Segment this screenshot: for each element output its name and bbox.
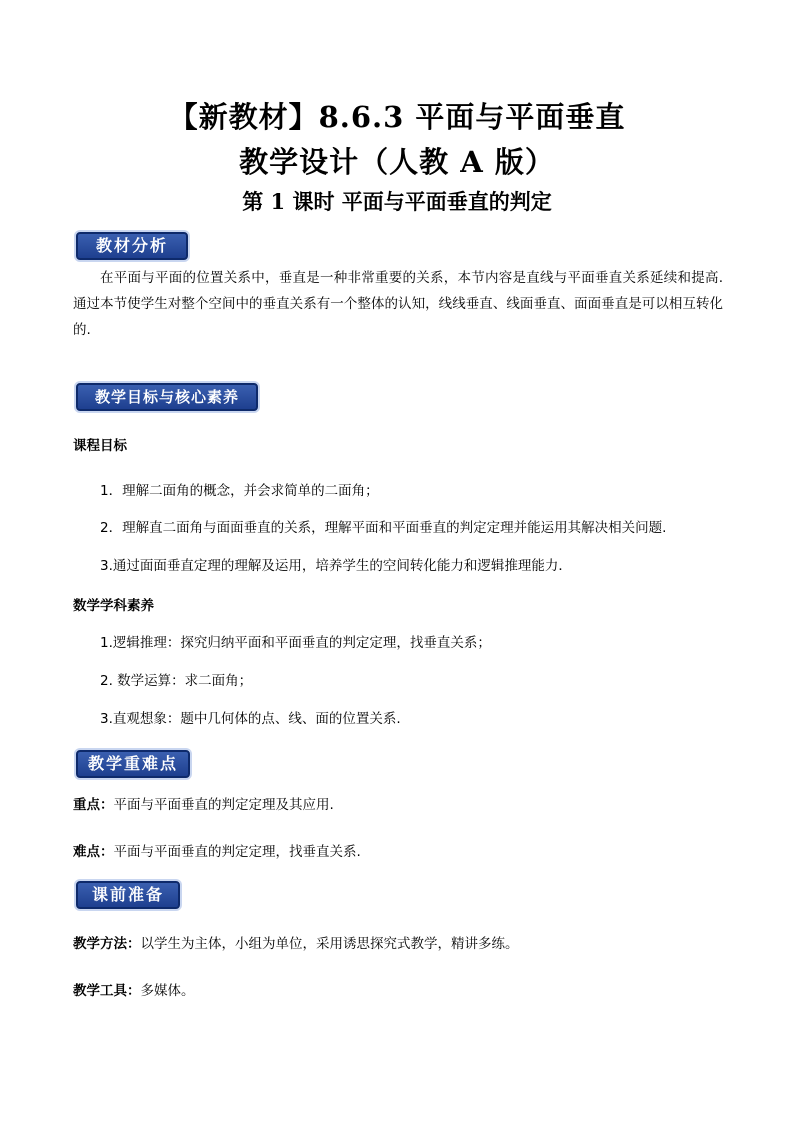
section-badge-preparation: 课前准备 xyxy=(76,881,180,909)
key-point xyxy=(73,795,334,815)
difficult-label: 难点： xyxy=(73,844,114,860)
literacy-item: 3.直观想象：题中几何体的点、线、面的位置关系. xyxy=(100,711,401,727)
course-goal-item: 1．理解二面角的概念，并会求简单的二面角； xyxy=(100,483,379,499)
teaching-tools xyxy=(73,981,195,1001)
course-goal-item: 3.通过面面垂直定理的理解及运用，培养学生的空间转化能力和逻辑推理能力． xyxy=(100,558,572,574)
teaching-method xyxy=(73,934,519,954)
document-title: 【新教材】8.6.3 平面与平面垂直 xyxy=(168,100,626,134)
tools-label: 教学工具： xyxy=(73,983,141,999)
document-subtitle: 教学设计（人教 A 版） xyxy=(239,145,555,179)
key-label: 重点： xyxy=(73,797,114,813)
section-badge-goals: 教学目标与核心素养 xyxy=(76,383,258,411)
section-badge-analysis: 教材分析 xyxy=(76,232,188,260)
analysis-paragraph: 在平面与平面的位置关系中，垂直是一种非常重要的关系，本节内容是直线与平面垂直关系延续和提高.通过本节使学生对整个空间中的垂直关系有一个整体的认知，线线垂直、线面垂直、面面垂直是可以相互转化的. xyxy=(73,270,723,338)
method-label: 教学方法： xyxy=(73,936,141,952)
literacy-heading: 数学学科素养 xyxy=(73,598,154,614)
method-text: 以学生为主体，小组为单位，采用诱思探究式教学，精讲多练。 xyxy=(140,936,519,952)
course-goals-heading: 课程目标 xyxy=(73,438,127,454)
section-badge-key-points: 教学重难点 xyxy=(76,750,190,778)
course-goal-item: 2．理解直二面角与面面垂直的关系，理解平面和平面垂直的判定定理并能运用其解决相关问题. xyxy=(100,520,667,536)
literacy-item: 2. 数学运算：求二面角； xyxy=(100,673,253,689)
lesson-title: 第 1 课时 平面与平面垂直的判定 xyxy=(242,189,552,214)
tools-text: 多媒体。 xyxy=(140,983,195,999)
difficult-text: 平面与平面垂直的判定定理，找垂直关系. xyxy=(113,844,361,860)
literacy-item: 1.逻辑推理：探究归纳平面和平面垂直的判定定理，找垂直关系； xyxy=(100,635,491,651)
key-text: 平面与平面垂直的判定定理及其应用. xyxy=(113,797,334,813)
difficult-point xyxy=(73,842,361,862)
